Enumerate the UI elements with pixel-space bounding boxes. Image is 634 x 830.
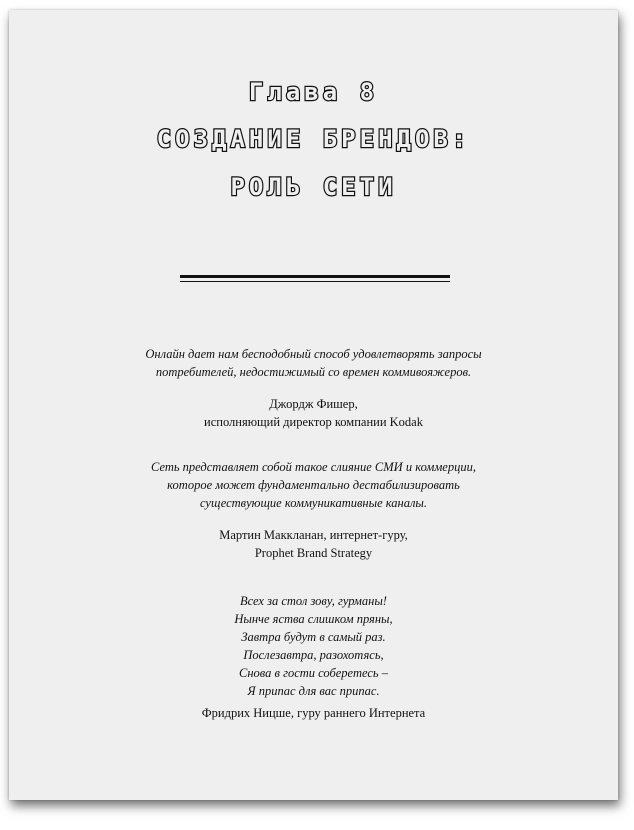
epigraph-1-author-line: Джордж Фишер, xyxy=(269,397,358,411)
epigraph-3-poem-line: Я припас для вас припас. xyxy=(247,684,380,698)
epigraph-3-author xyxy=(9,704,618,722)
epigraph-1-author xyxy=(9,395,618,431)
epigraph-2-author-line: Мартин Макклaнан, интернет-гуру, xyxy=(219,528,408,542)
epigraph-2-quote xyxy=(9,458,618,512)
epigraph-2-quote-line: существующие коммуникативные каналы. xyxy=(199,496,428,510)
epigraph-3-poem-line: Послезавтра, разохотясь, xyxy=(243,648,384,662)
chapter-number: Глава 8 xyxy=(248,78,379,106)
epigraph-3-poem xyxy=(9,592,618,700)
epigraph-2-author xyxy=(9,526,618,562)
epigraph-2-quote-line: Сеть представляет собой такое слияние СМИ и коммерции, xyxy=(151,460,476,474)
epigraph-3-poem-line: Снова в гости соберетесь – xyxy=(239,666,388,680)
epigraph-1-quote xyxy=(9,345,618,381)
epigraph-1-quote-line: потребителей, недостижимый со времен коммивояжеров. xyxy=(155,365,472,379)
book-page xyxy=(9,10,618,800)
epigraph-2-quote-line: которое может фундаментально дестабилизировать xyxy=(167,478,460,492)
chapter-title-line-1: СОЗДАНИЕ БРЕНДОВ: xyxy=(156,125,471,153)
epigraph-1-quote-line: Онлайн дает нам бесподобный способ удовлетворять запросы xyxy=(145,347,482,361)
title-divider-thin xyxy=(180,281,450,282)
epigraph-3-poem-line: Нынче яства слишком пряны, xyxy=(234,612,393,626)
epigraph-3-poem-line: Всех за стол зову, гурманы! xyxy=(240,594,387,608)
chapter-title-line-2: РОЛЬ СЕТИ xyxy=(230,173,397,201)
epigraph-3-poem-line: Завтра будут в самый раз. xyxy=(241,630,386,644)
epigraph-3-author-line: Фридрих Ницше, гуру раннего Интернета xyxy=(201,706,426,720)
title-divider-thick xyxy=(180,275,450,278)
epigraph-1-author-line: исполняющий директор компании Kodak xyxy=(204,415,423,429)
epigraph-2-author-line: Prophet Brand Strategy xyxy=(254,546,373,560)
